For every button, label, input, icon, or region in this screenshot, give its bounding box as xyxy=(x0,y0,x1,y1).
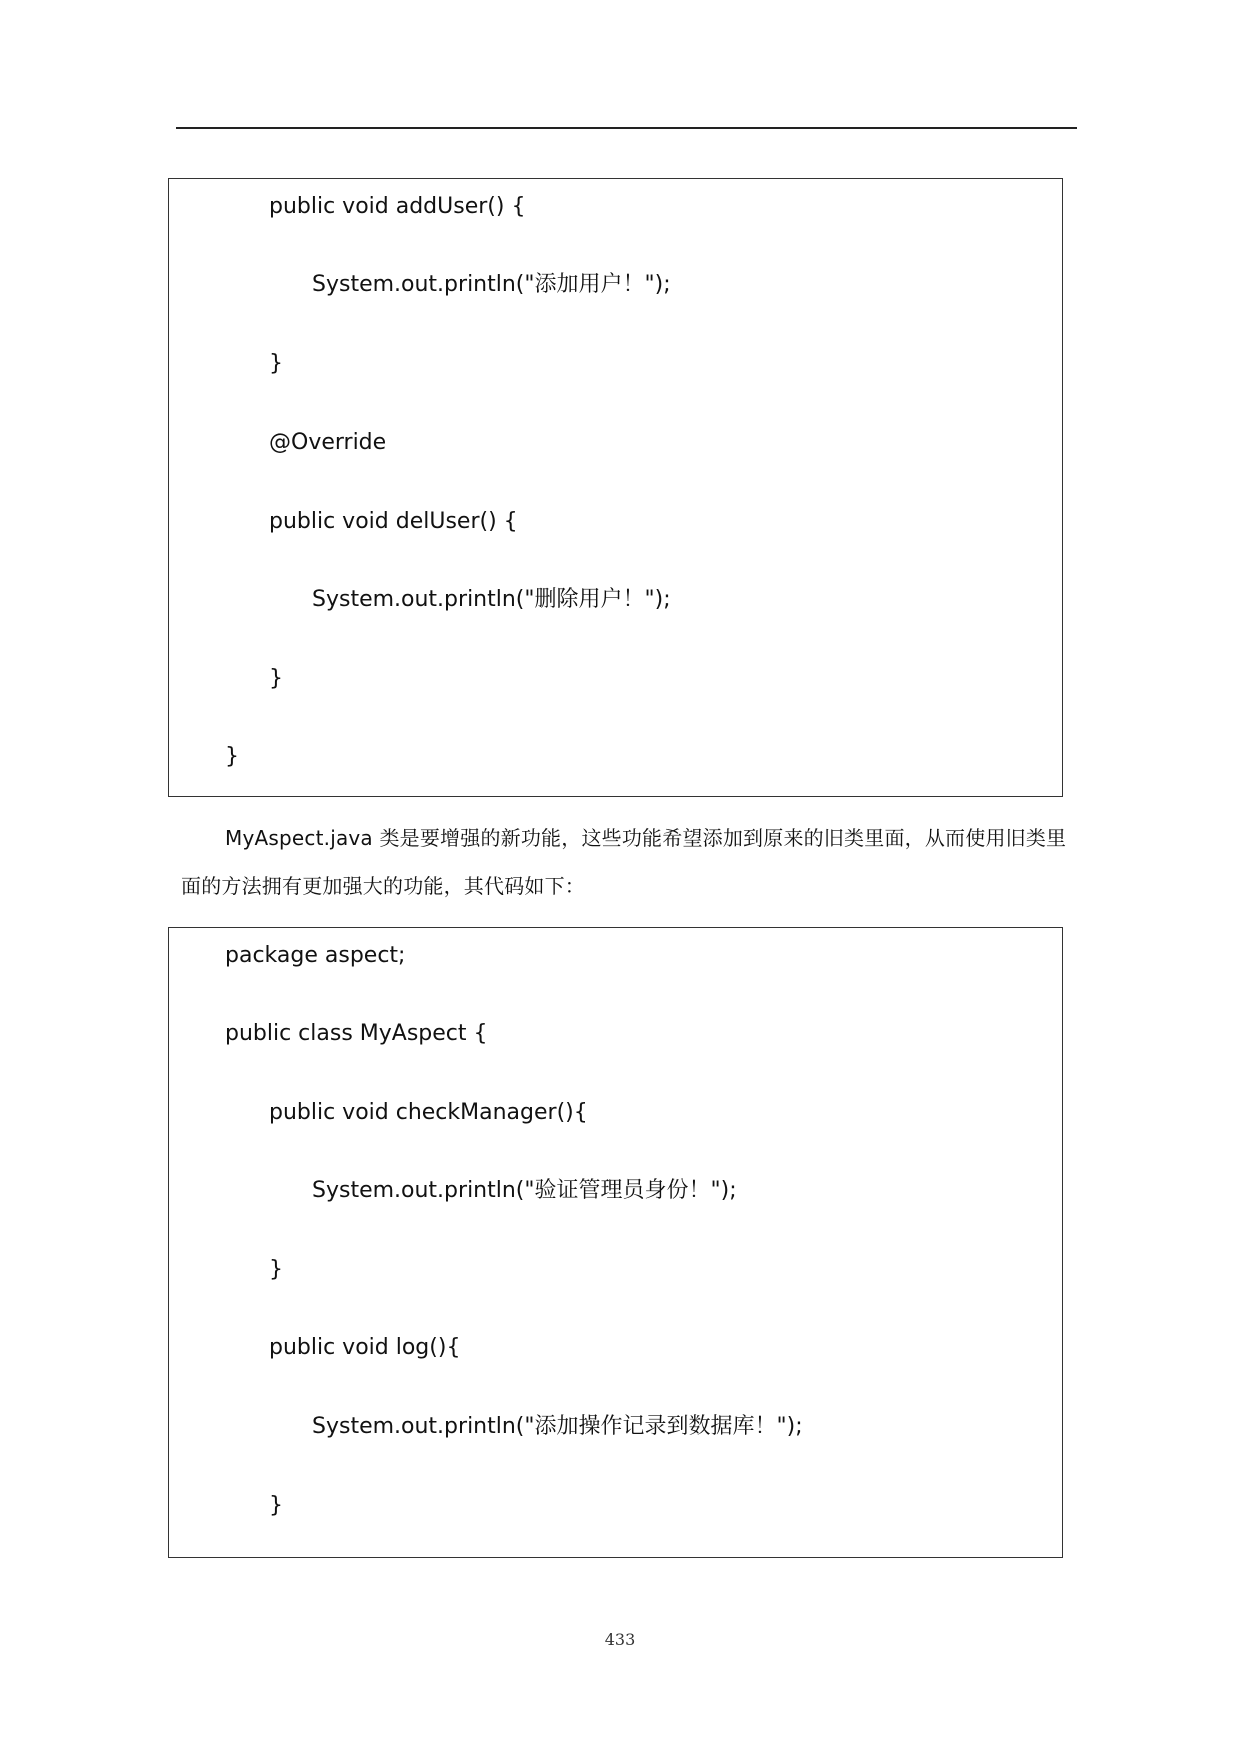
code-line: package aspect; xyxy=(225,943,406,968)
body-paragraph: MyAspect.java 类是要增强的新功能，这些功能希望添加到原来的旧类里面，从而使用旧类里面的方法拥有更加强大的功能，其代码如下： xyxy=(181,826,1067,898)
code-line: System.out.println("添加用户！"); xyxy=(312,272,671,297)
code-line: System.out.println("验证管理员身份！"); xyxy=(312,1178,737,1203)
code-block-user-service xyxy=(168,178,1063,797)
code-line: public void addUser() { xyxy=(269,194,526,219)
code-line: System.out.println("添加操作记录到数据库！"); xyxy=(312,1414,803,1439)
code-line: } xyxy=(269,1257,283,1282)
code-line: public void log(){ xyxy=(269,1335,461,1360)
code-line: public class MyAspect { xyxy=(225,1021,488,1046)
page-number: 433 xyxy=(604,1630,636,1649)
code-line: public void delUser() { xyxy=(269,509,518,534)
code-line: @Override xyxy=(269,430,387,455)
code-line: } xyxy=(269,1493,283,1518)
code-line: public void checkManager(){ xyxy=(269,1100,588,1125)
code-line: System.out.println("删除用户！"); xyxy=(312,587,671,612)
code-block-myaspect xyxy=(168,927,1063,1558)
code-line: } xyxy=(269,666,283,691)
code-line: } xyxy=(225,744,239,769)
code-line: } xyxy=(269,351,283,376)
header-rule xyxy=(176,127,1077,129)
